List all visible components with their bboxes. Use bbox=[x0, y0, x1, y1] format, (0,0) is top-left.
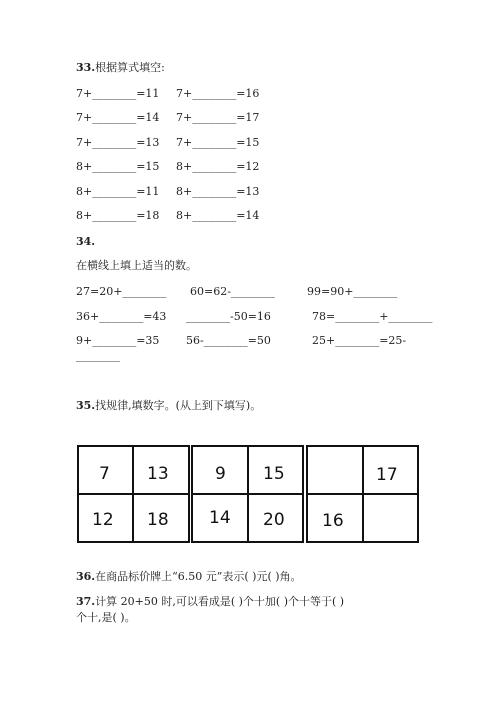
grid2-bottom-left: 14 bbox=[209, 508, 231, 528]
q33-row3-right: 7+________=15 bbox=[176, 136, 260, 149]
q33-row5-left: 8+________=11 bbox=[76, 185, 160, 198]
q34-row2-col1: 36+________=43 bbox=[76, 310, 167, 323]
q33-row6-left: 8+________=18 bbox=[76, 209, 160, 222]
q33-row4-right: 8+________=12 bbox=[176, 160, 260, 173]
q37-line1-text: 计算 20+50 时,可以看成是( )个十加( )个十等于( ) bbox=[95, 595, 345, 608]
q36-text: 在商品标价牌上“6.50 元”表示( )元( )角。 bbox=[95, 570, 302, 583]
q34-row3-col2: 56-________=50 bbox=[186, 334, 271, 347]
q34-title: 在横线上填上适当的数。 bbox=[76, 259, 197, 272]
q33-row2-left: 7+________=14 bbox=[76, 111, 160, 124]
q34-row1-col1: 27=20+________ bbox=[76, 285, 167, 298]
q33-row2-right: 7+________=17 bbox=[176, 111, 260, 124]
grid1-bottom-left: 12 bbox=[92, 510, 114, 530]
grid2-top-left: 9 bbox=[215, 464, 226, 484]
q37-line1 bbox=[76, 596, 344, 608]
grid1-bottom-right: 18 bbox=[147, 510, 169, 530]
grid3-bottom-left: 16 bbox=[322, 511, 344, 531]
q34-row3-col1: 9+________=35 bbox=[76, 334, 160, 347]
q33-row1-right: 7+________=16 bbox=[176, 87, 260, 100]
q34-row1-col3: 99=90+________ bbox=[307, 285, 398, 298]
q33-row3-left: 7+________=13 bbox=[76, 136, 160, 149]
grid2-bottom-right: 20 bbox=[263, 510, 285, 530]
q34-row2-col3: 78=________+________ bbox=[312, 310, 433, 323]
q33-row4-left: 8+________=15 bbox=[76, 160, 160, 173]
q34-row2-col2: ________-50=16 bbox=[186, 310, 271, 323]
q33-row5-right: 8+________=13 bbox=[176, 185, 260, 198]
pattern-grid-3 bbox=[306, 445, 419, 543]
q34-row3-wrap: ________ bbox=[76, 349, 120, 362]
grid3-top-right: 17 bbox=[376, 465, 398, 485]
q34-row1-col2: 60=62-________ bbox=[190, 285, 275, 298]
q33-heading bbox=[76, 62, 165, 74]
q34-row3-col3: 25+________=25- bbox=[312, 334, 407, 347]
pattern-grid-1 bbox=[77, 445, 190, 543]
grid1-horizontal-divider bbox=[79, 493, 188, 495]
q34-number: 34. bbox=[76, 235, 96, 248]
q33-row6-right: 8+________=14 bbox=[176, 209, 260, 222]
grid2-top-right: 15 bbox=[263, 464, 285, 484]
q35-title: 找规律,填数字。(从上到下填写)。 bbox=[95, 399, 262, 412]
pattern-grid-2 bbox=[191, 445, 304, 543]
q35-heading bbox=[76, 400, 261, 412]
q35-number: 35. bbox=[76, 399, 96, 412]
q37-line2: 个十,是( )。 bbox=[76, 611, 136, 624]
q33-title: 根据算式填空: bbox=[95, 61, 165, 74]
grid2-horizontal-divider bbox=[193, 493, 302, 495]
q37-number: 37. bbox=[76, 595, 96, 608]
q36-number: 36. bbox=[76, 570, 96, 583]
q36-line bbox=[76, 571, 302, 583]
grid1-top-right: 13 bbox=[147, 464, 169, 484]
grid3-horizontal-divider bbox=[308, 493, 417, 495]
q33-number: 33. bbox=[76, 61, 96, 74]
grid1-top-left: 7 bbox=[99, 464, 110, 484]
q33-row1-left: 7+________=11 bbox=[76, 87, 160, 100]
